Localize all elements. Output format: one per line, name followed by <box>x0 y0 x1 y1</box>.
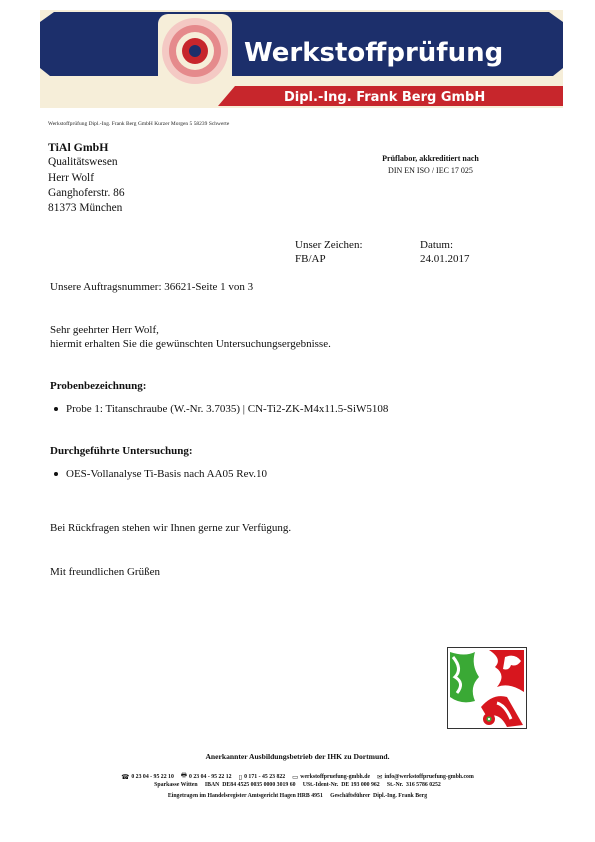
return-address: Werkstoffprüfung Dipl.-Ing. Frank Berg GmbH Kurzer Morgen 5 58239 Schwerte <box>48 121 230 127</box>
mail-icon: ✉ <box>377 773 383 781</box>
intro-text: hiermit erhalten Sie die gewünschten Untersuchungsergebnisse. <box>50 338 331 350</box>
brand-title: Werkstoffprüfung <box>244 38 504 68</box>
register-details: Eingetragen im Handelsregister Amtsgericht Hagen HRB 4951 Geschäftsführer Dipl.-Ing. Frank Berg <box>167 793 428 799</box>
computer-icon: ▭ <box>292 773 299 781</box>
email-link[interactable]: info@werkstoffpruefung-gmbh.com <box>384 773 474 780</box>
date-block <box>420 238 470 266</box>
samples-heading: Probenbezeichnung: <box>50 380 147 392</box>
sample-item <box>50 402 388 416</box>
regards: Mit freundlichen Grüßen <box>50 566 160 578</box>
bullet-icon <box>54 472 58 476</box>
closing-question: Bei Rückfragen stehen wir Ihnen gerne zur Verfügung. <box>50 522 292 534</box>
recipient-city: 81373 München <box>48 202 123 215</box>
recipient-department: Qualitätswesen <box>48 156 118 169</box>
mobile-number: 0 171 - 45 23 822 <box>244 773 286 780</box>
recipient-address <box>48 140 125 216</box>
reference-label: Unser Zeichen: <box>295 239 363 251</box>
email-item[interactable] <box>377 771 474 782</box>
phone-icon: ☎ <box>121 773 130 781</box>
accreditation-line-1: Prüflabor, akkreditiert nach <box>382 154 479 163</box>
salutation: Sehr geehrter Herr Wolf, <box>50 324 159 336</box>
website-link[interactable]: werkstoffpruefung-gmbh.de <box>300 773 371 780</box>
mobile-icon: ▯ <box>238 773 243 781</box>
mobile-item <box>239 771 286 782</box>
recipient-company: TiAl GmbH <box>48 140 109 154</box>
recipient-person: Herr Wolf <box>48 171 95 184</box>
phone-number: 0 23 04 - 95 22 10 <box>131 773 174 780</box>
test-item-text: OES-Vollanalyse Ti-Basis nach AA05 Rev.10 <box>66 468 268 480</box>
tests-heading: Durchgeführte Untersuchung: <box>50 445 193 457</box>
order-number: Unsere Auftragsnummer: 36621-Seite 1 von 3 <box>50 281 254 293</box>
reference-value: FB/AP <box>295 253 326 265</box>
accreditation-line-2: DIN EN ISO / IEC 17 025 <box>388 166 473 175</box>
test-item <box>50 467 267 481</box>
ihk-note: Anerkannter Ausbildungsbetrieb der IHK zu Dortmund. <box>205 752 390 761</box>
bullet-icon <box>54 407 58 411</box>
target-icon <box>158 14 232 88</box>
fax-icon: 🖶 <box>180 772 187 779</box>
bank-details: Sparkasse Witten IBAN DE84 4525 0035 0000 3019 60 USt.-Ident-Nr. DE 193 000 962 St.-Nr. 316 5786 0252 <box>154 782 441 788</box>
fax-number: 0 23 04 - 95 22 12 <box>188 773 232 780</box>
contact-line <box>40 771 555 782</box>
date-value: 24.01.2017 <box>420 253 470 265</box>
fax-item <box>181 771 232 782</box>
brand-subtitle: Dipl.-Ing. Frank Berg GmbH <box>284 90 486 105</box>
date-label: Datum: <box>420 239 453 251</box>
recipient-street: Ganghoferstr. 86 <box>48 186 125 199</box>
sample-item-text: Probe 1: Titanschraube (W.-Nr. 3.7035) | CN-Ti2-ZK-M4x11.5-SiW5108 <box>66 403 389 415</box>
company-banner <box>40 10 563 108</box>
nrw-coat-of-arms-logo <box>447 647 527 729</box>
accreditation-note <box>368 153 493 177</box>
reference-block <box>295 238 363 266</box>
phone-item <box>121 771 174 782</box>
website-item[interactable] <box>292 771 370 782</box>
